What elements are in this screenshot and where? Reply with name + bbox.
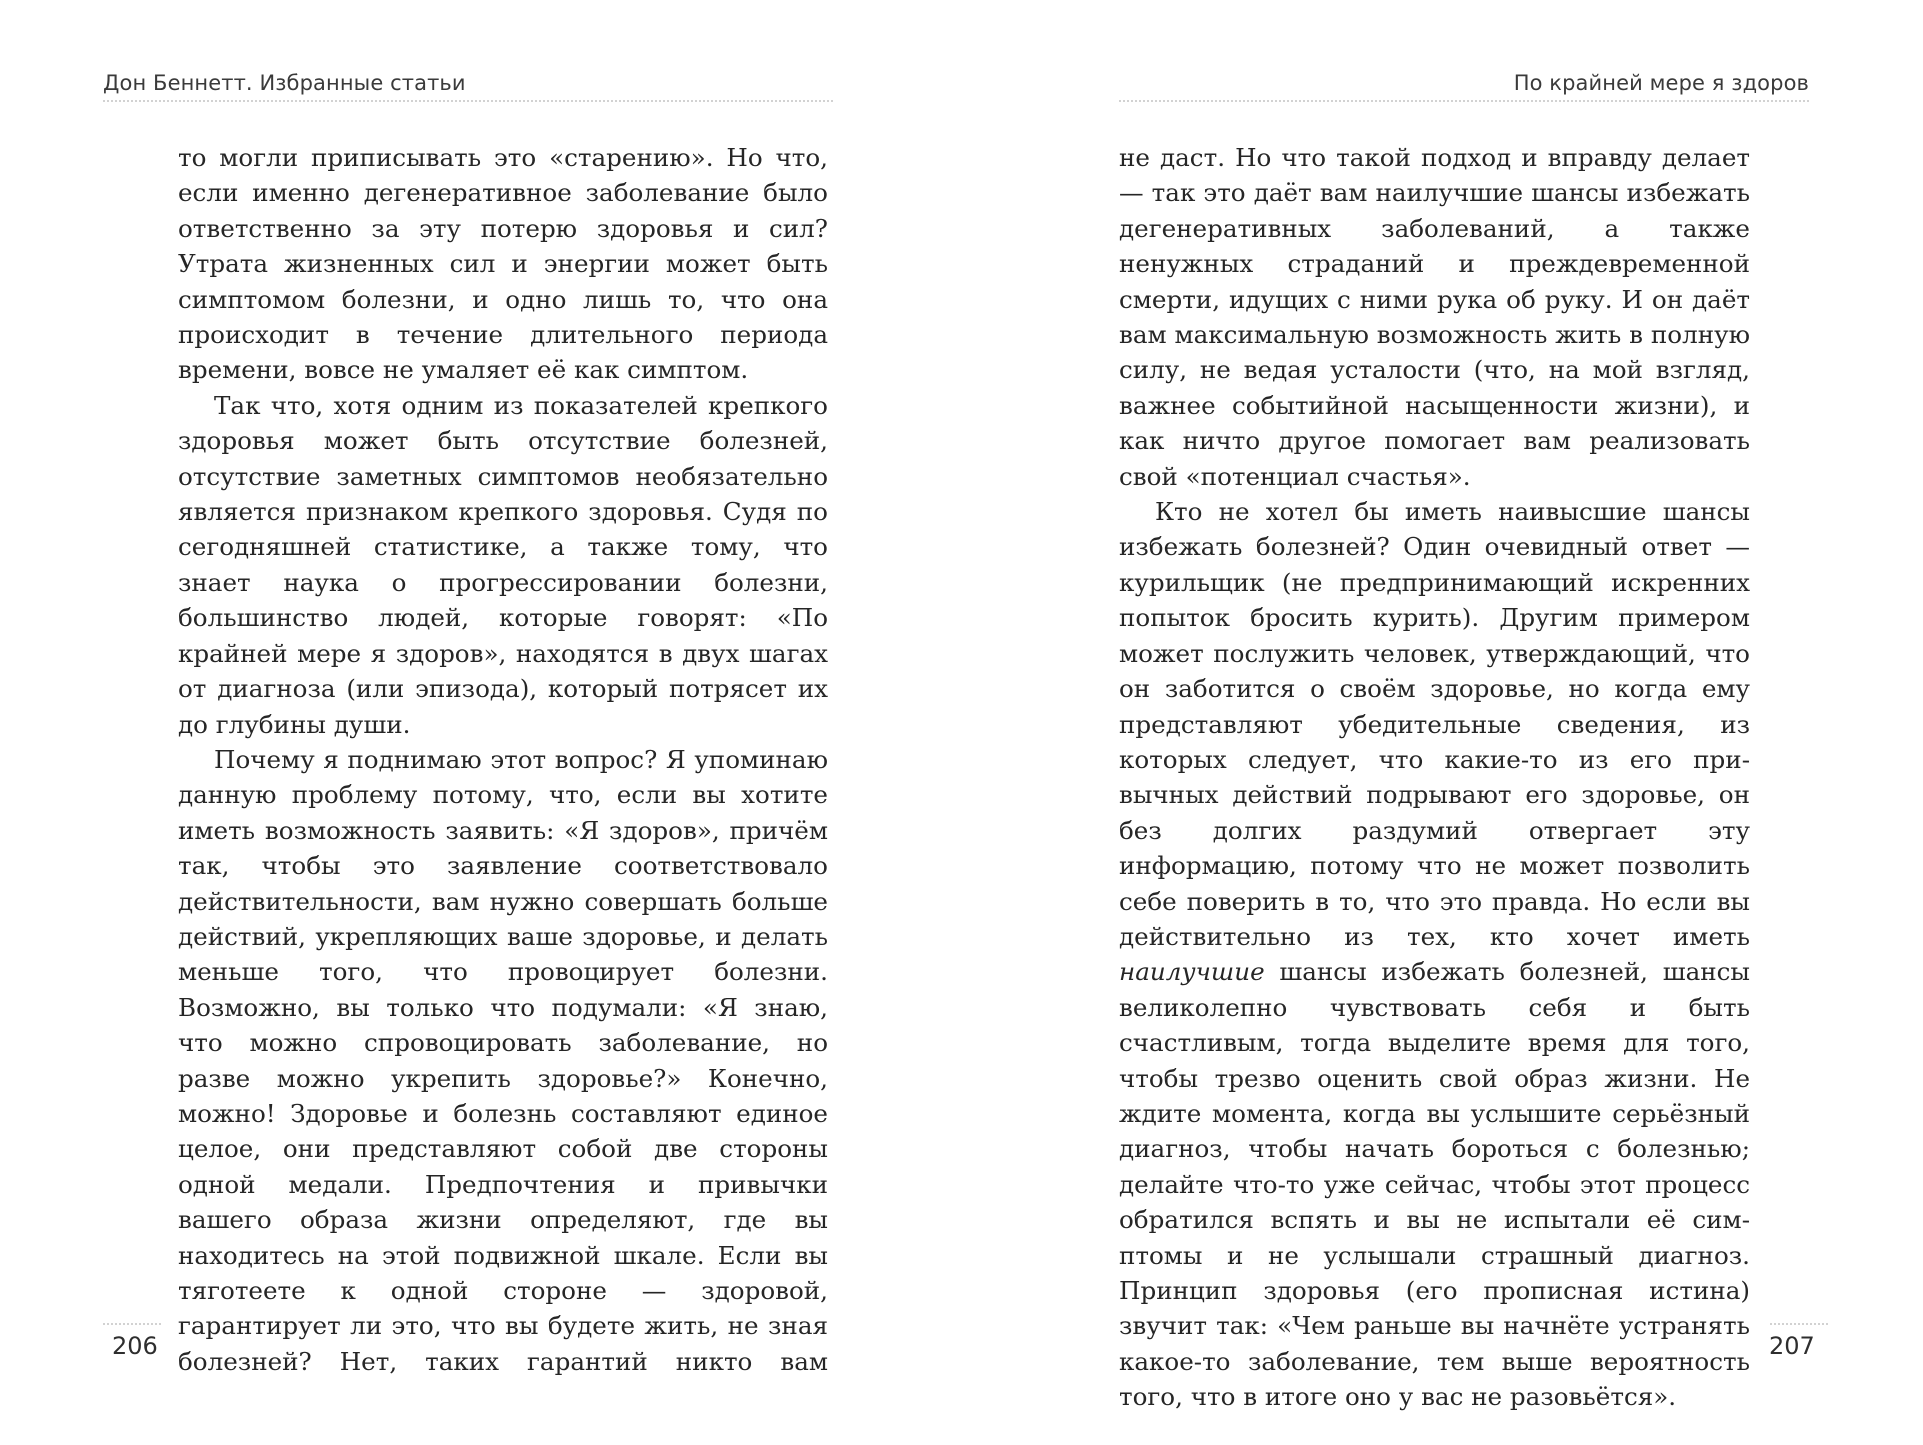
paragraph-text-before-emphasis: Кто не хотел бы иметь наивысшие шансы избежать болезней? Один очевидный ответ — курильщик (не предпринимающий искренних попыток бросить курить). Другим примером может послужить человек, утверждающий, что он заботится о своём здоровье, но когда ему представляют убедительные сведения, из которых следует, что какие-то из его привычных действий подрывают его здоровье, он без долгих раздумий отвергает эту информацию, потому что не может позволить себе поверить в то, что это правда. Но если вы действительно из тех, кто хочет иметь <box>1119 497 1750 951</box>
running-head-right: По крайней мере я здоров <box>1119 70 1809 102</box>
left-paragraph-2: Так что, хотя одним из показателей крепкого здоровья может быть отсутствие болезней, отсутствие заметных симптомов необязательно является признаком крепкого здоровья. Судя по сегодняшней статистике, а также тому, что знает наука о прогрессировании болезни, большинство людей, которые говорят: «По крайней мере я здоров», находятся в двух шагах от диагноза (или эпизода), который потрясет их до глубины души. <box>178 390 828 739</box>
right-page-text <box>1119 140 1750 1415</box>
left-page-text <box>178 140 828 1379</box>
left-page <box>0 0 961 1445</box>
folio-rule-left <box>103 1323 161 1325</box>
page-number-left: 206 <box>112 1332 158 1360</box>
right-paragraph-2 <box>1119 494 1750 1415</box>
emphasized-word: наилучшие <box>1119 957 1265 987</box>
left-paragraph-3: Почему я поднимаю этот вопрос? Я упоминаю данную проблему потому, что, если вы хотите иметь возможность заявить: «Я здоров», причём так, чтобы это заявление соответствовало действительности, вам нужно совершать больше действий, укрепляющих ваше здоровье, и делать меньше того, что провоцирует болезни. Возможно, вы только что подумали: «Я знаю, что можно спровоцировать заболевание, но разве можно укрепить здоровье?» Конечно, можно! Здоровье и болезнь составляют единое целое, они представляют собой две стороны одной медали. Предпочтения и привычки вашего образа жизни определяют, где вы находитесь на этой подвижной шкале. Если вы тяготеете к одной стороне — здоровой, гарантирует ли это, что вы будете жить, не зная болезней? Нет, таких гарантий никто вам <box>178 744 828 1376</box>
left-paragraph-1: то могли приписывать это «старению». Но что, если именно дегенеративное заболевание было ответственно за эту потерю здоровья и сил? Утрата жизненных сил и энергии может быть симптомом болезни, и одно лишь то, что она происходит в течение длительного периода времени, вовсе не умаляет её как симптом. <box>178 143 828 385</box>
right-page <box>961 0 1922 1445</box>
page-number-right: 207 <box>1769 1332 1815 1360</box>
folio-rule-right <box>1770 1323 1828 1325</box>
paragraph-text-after-emphasis: шансы избежать болезней, шансы великолепно чувствовать себя и быть счастливым, тогда выделите время для того, чтобы трезво оценить свой образ жизни. Не ждите момента, когда вы услышите серьёзный диагноз, чтобы начать бороться с болезнью; делайте что-то уже сейчас, чтобы этот процесс обратился вспять и вы не испытали её симптомы и не услышали страшный диагноз. Принцип здоровья (его прописная истина) звучит так: «Чем раньше вы начнёте устранять какое-то заболевание, тем выше вероятность того, что в итоге оно у вас не разовьётся». <box>1119 957 1750 1412</box>
right-paragraph-1: не даст. Но что такой подход и вправду делает — так это даёт вам наилучшие шансы избежать дегенеративных заболеваний, а также ненужных страданий и преждевременной смерти, идущих с ними рука об руку. И он даёт вам максимальную возможность жить в полную силу, не ведая усталости (что, на мой взгляд, важнее событийной насыщенности жизни), и как ничто другое помогает вам реализовать свой «потенциал счастья». <box>1119 143 1750 491</box>
running-head-left: Дон Беннетт. Избранные статьи <box>103 70 833 102</box>
